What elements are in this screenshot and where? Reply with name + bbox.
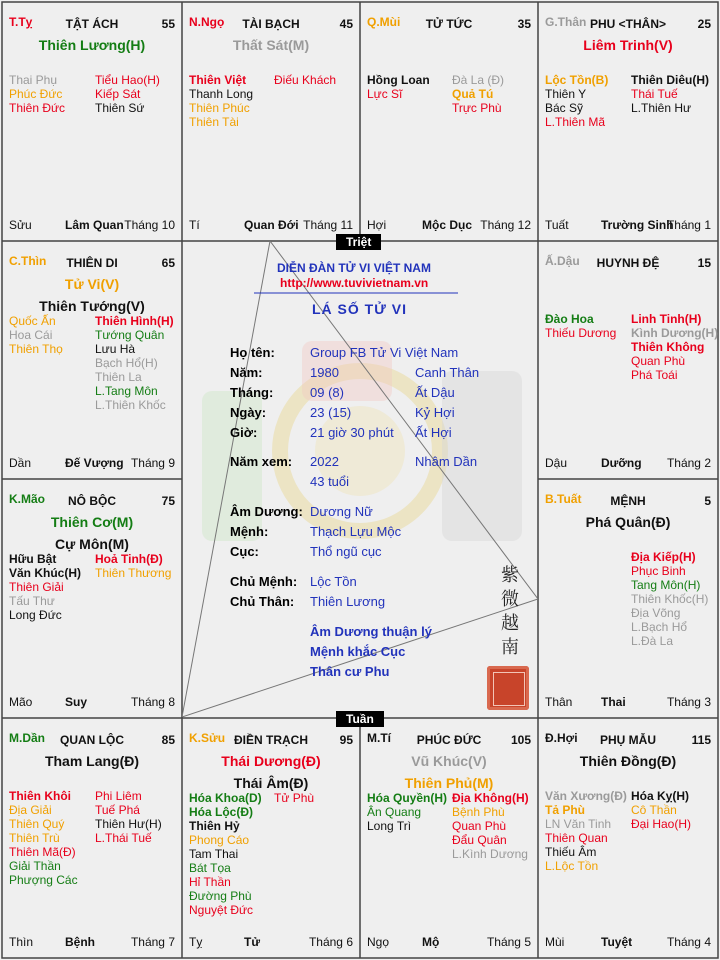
palace-stem-branch: Đ.Hợi (545, 731, 578, 745)
star-item: Phúc Đức (9, 87, 63, 101)
star-item: Thiên Khốc(H) (631, 592, 709, 606)
left-star-list (189, 791, 262, 917)
palace-stage: Mộc Dục (422, 218, 473, 232)
main-star: Cự Môn(M) (55, 536, 129, 552)
seal-stamp-icon (487, 666, 529, 710)
palace-stem-branch: C.Thìn (9, 254, 47, 268)
chart-note: Mệnh khắc Cục (310, 644, 406, 659)
star-item: Bạch Hổ(H) (95, 356, 158, 370)
palace-stage: Bệnh (65, 935, 95, 949)
star-item: Hóa Kỵ(H) (631, 789, 690, 803)
star-item: Lực Sĩ (367, 87, 403, 101)
palace-name: TỬ TỨC (425, 17, 473, 31)
star-item: Bác Sỹ (545, 101, 584, 115)
right-star-list (631, 550, 708, 648)
palace-ngo[interactable] (183, 3, 359, 240)
star-item: Tang Môn(H) (631, 578, 701, 592)
palace-stem-branch: B.Tuất (545, 492, 582, 506)
main-star: Phá Quân(Đ) (585, 514, 671, 530)
palace-age: 105 (510, 733, 531, 747)
star-item: Địa Kiếp(H) (631, 550, 696, 564)
info-value: Dương Nữ (310, 504, 373, 519)
tuan-tag: Tuần (336, 711, 384, 727)
info-canchi: Kỷ Hợi (415, 405, 455, 420)
palace-ty[interactable] (3, 3, 181, 240)
star-item: Thiên La (95, 370, 142, 384)
palace-month: Tháng 1 (666, 218, 711, 232)
triet-tag: Triệt (336, 234, 381, 250)
star-item: Thiếu Dương (545, 326, 617, 340)
palace-name: ĐIỀN TRẠCH (234, 733, 308, 747)
info-value: 1980 (310, 365, 339, 380)
info-label: Chủ Mệnh: (230, 574, 298, 589)
star-item: Đà La (Đ) (452, 73, 505, 87)
star-item: Quốc Ấn (9, 314, 56, 328)
star-item: Lưu Hà (95, 342, 136, 356)
star-item: Hữu Bật (9, 552, 57, 566)
palace-branch: Tuất (545, 218, 569, 232)
star-item: Thiên Hỷ (189, 819, 240, 833)
star-item: Đào Hoa (545, 312, 594, 326)
star-item: Hoa Cái (9, 328, 53, 342)
star-item: Quan Phù (631, 354, 686, 368)
info-label: Giờ: (230, 425, 258, 440)
main-star: Tham Lang(Đ) (44, 753, 140, 769)
palace-stage: Lâm Quan (65, 218, 124, 232)
right-star-list (95, 552, 171, 580)
palace-name: MỆNH (610, 494, 646, 508)
star-item: Thiên Diêu(H) (631, 73, 709, 87)
palace-branch: Dần (9, 456, 32, 470)
star-item: Địa Võng (631, 606, 681, 620)
star-item: Ân Quang (367, 805, 422, 819)
palace-stage: Mộ (422, 935, 440, 949)
star-item: Thiên Việt (189, 73, 247, 87)
star-item: Kình Dương(H) (631, 326, 719, 340)
palace-stem-branch: G.Thân (545, 15, 587, 29)
palace-branch: Ngọ (367, 935, 390, 949)
seal-char: 微 (501, 589, 519, 610)
palace-age: 25 (697, 17, 711, 31)
seal-vertical-text (498, 564, 522, 660)
star-item: Tuế Phá (95, 803, 140, 817)
star-item: Thiên Quý (9, 817, 65, 831)
star-item: Phượng Các (9, 873, 78, 887)
info-value: Thạch Lựu Mộc (310, 524, 402, 539)
palace-month: Tháng 4 (666, 935, 711, 949)
palace-stage: Quan Đới (244, 218, 299, 232)
left-star-list (545, 312, 616, 340)
star-item: Thiên Tài (189, 115, 239, 129)
star-item: Thiên Giải (9, 580, 64, 594)
center-info-panel (182, 241, 538, 717)
palace-stem-branch: N.Ngọ (189, 15, 225, 29)
star-item: Đẩu Quân (452, 833, 507, 847)
right-star-list (95, 789, 162, 845)
star-item: Phi Liêm (95, 789, 142, 803)
star-item: Cô Thần (631, 803, 677, 817)
palace-name: TẬT ÁCH (65, 17, 119, 31)
right-star-list (274, 791, 314, 805)
left-star-list (367, 791, 447, 833)
namxem-canchi: Nhâm Dần (415, 454, 478, 469)
star-item: Phong Cáo (189, 833, 250, 847)
seal-char: 南 (501, 637, 519, 658)
star-item: Thiên Hình(H) (95, 314, 174, 328)
star-item: Điếu Khách (274, 73, 337, 87)
palace-name: QUAN LỘC (60, 733, 124, 747)
chart-title: LÁ SỐ TỬ VI (312, 301, 407, 317)
main-star: Thái Âm(Đ) (233, 775, 309, 791)
star-item: L.Kình Dương (452, 847, 528, 861)
palace-month: Tháng 2 (666, 456, 711, 470)
main-star: Thái Dương(Đ) (221, 753, 321, 769)
star-item: Đường Phù (189, 889, 252, 903)
info-label: Họ tên: (230, 345, 275, 360)
right-star-list (631, 789, 691, 831)
palace-mao[interactable] (3, 480, 181, 717)
palace-name: PHỤ MẪU (600, 733, 656, 747)
star-item: Tiểu Hao(H) (95, 73, 160, 87)
forum-url[interactable]: http://www.tuvivietnam.vn (280, 276, 429, 290)
star-item: Bát Tọa (189, 861, 231, 875)
palace-month: Tháng 9 (130, 456, 175, 470)
star-item: L.Thiên Mã (545, 115, 606, 129)
info-label: Cục: (230, 544, 259, 559)
star-item: L.Lộc Tồn (545, 859, 599, 873)
palace-stem-branch: Ấ.Dậu (545, 254, 580, 268)
info-value: Thổ ngũ cục (310, 544, 382, 559)
palace-stem-branch: T.Tỵ (9, 15, 33, 29)
star-item: Tấu Thư (9, 594, 55, 608)
palace-month: Tháng 8 (130, 695, 175, 709)
palace-branch: Mùi (545, 935, 565, 949)
star-item: Hỉ Thần (189, 875, 231, 889)
star-item: Quả Tú (452, 87, 494, 101)
palace-branch: Sửu (9, 218, 32, 232)
palace-name: PHU <THÂN> (589, 17, 666, 31)
left-star-list (189, 73, 253, 129)
right-star-list (452, 73, 504, 115)
left-star-list (9, 73, 65, 115)
star-item: Thiên Thọ (9, 342, 63, 356)
info-canchi: Ất Hợi (415, 425, 452, 440)
palace-age: 15 (697, 256, 711, 270)
palace-month: Tháng 5 (486, 935, 531, 949)
palace-suu[interactable] (183, 719, 359, 957)
star-item: L.Thái Tuế (95, 831, 152, 845)
star-item: Địa Không(H) (452, 791, 529, 805)
palace-tuat[interactable] (539, 480, 717, 717)
star-item: Phục Binh (631, 564, 686, 578)
info-label: Tháng: (230, 385, 274, 400)
palace-stem-branch: Q.Mùi (367, 15, 401, 29)
right-star-list (631, 73, 709, 115)
palace-branch: Tỵ (189, 935, 203, 949)
info-value: Thiên Lương (310, 594, 386, 609)
star-item: Lộc Tồn(B) (545, 73, 609, 87)
left-star-list (367, 73, 430, 101)
palace-name: HUYNH ĐỆ (596, 256, 660, 270)
star-item: Tướng Quân (95, 328, 165, 342)
palace-branch: Tí (189, 218, 200, 232)
palace-name: TÀI BẠCH (242, 17, 300, 31)
palace-thin[interactable] (3, 242, 181, 478)
palace-branch: Dậu (545, 456, 568, 470)
star-item: L.Thiên Hư (631, 101, 692, 115)
seal-char: 紫 (501, 565, 519, 586)
main-star: Thiên Cơ(M) (50, 514, 134, 530)
palace-age: 5 (704, 494, 711, 508)
palace-age: 95 (339, 733, 353, 747)
star-item: Quan Phù (452, 819, 507, 833)
star-item: Đại Hao(H) (631, 817, 692, 831)
namxem-age: 43 tuổi (310, 474, 350, 489)
palace-branch: Thân (545, 695, 573, 709)
right-star-list (631, 312, 718, 382)
palace-name: THIÊN DI (66, 256, 118, 270)
palace-age: 45 (339, 17, 353, 31)
left-star-list (9, 552, 81, 622)
main-star: Liêm Trinh(V) (583, 37, 673, 53)
palace-stem-branch: K.Sửu (189, 731, 226, 745)
palace-month: Tháng 11 (303, 218, 353, 232)
chart-note: Thân cư Phu (310, 664, 390, 679)
palace-month: Tháng 3 (666, 695, 711, 709)
star-item: Hoả Tinh(Đ) (95, 552, 163, 566)
star-item: Thiên Thương (95, 566, 172, 580)
main-star: Thiên Tướng(V) (39, 298, 145, 314)
star-item: Hồng Loan (367, 73, 430, 87)
star-item: Thiên Không (631, 340, 705, 354)
palace-stem-branch: M.Dần (9, 731, 45, 745)
star-item: Thiên Hư(H) (95, 817, 162, 831)
star-item: Tử Phù (274, 791, 315, 805)
info-value: 09 (8) (310, 385, 344, 400)
palace-stage: Dưỡng (601, 456, 642, 470)
palace-hoi[interactable] (539, 719, 717, 957)
chart-note: Âm Dương thuận lý (310, 624, 432, 639)
star-item: Thiếu Âm (545, 845, 597, 859)
info-value: Group FB Tử Vi Việt Nam (310, 345, 459, 360)
palace-stage: Tử (244, 935, 261, 949)
star-item: Hóa Quyền(H) (367, 791, 448, 805)
palace-name: PHÚC ĐỨC (416, 733, 482, 747)
star-item: LN Văn Tinh (545, 817, 612, 831)
main-star: Thất Sát(M) (232, 37, 310, 53)
info-canchi: Ất Dậu (415, 385, 455, 400)
info-label: Âm Dương: (230, 504, 303, 519)
palace-branch: Hợi (367, 218, 387, 232)
star-item: Văn Xương(Đ) (545, 789, 627, 803)
palace-age: 55 (161, 17, 175, 31)
palace-stage: Trường Sinh (601, 218, 674, 232)
star-item: Thai Phụ (9, 73, 58, 87)
star-item: Tam Thai (189, 847, 239, 861)
left-star-list (9, 789, 78, 887)
palace-stem-branch: K.Mão (9, 492, 45, 506)
star-item: Hóa Lộc(Đ) (189, 805, 253, 819)
star-item: Long Đức (9, 608, 62, 622)
palace-age: 115 (691, 733, 711, 747)
main-star: Thiên Lương(H) (38, 37, 146, 53)
star-item: Thiên Trù (9, 831, 60, 845)
info-label: Mệnh: (230, 524, 269, 539)
info-value: Lộc Tồn (310, 574, 357, 589)
star-item: L.Bạch Hổ (631, 620, 688, 634)
seal-char: 越 (501, 613, 519, 634)
star-item: Kiếp Sát (95, 87, 141, 101)
star-item: Long Trì (367, 819, 412, 833)
palace-stem-branch: M.Tí (367, 731, 391, 745)
forum-name: DIỄN ĐÀN TỬ VI VIỆT NAM (277, 261, 431, 275)
star-item: Thái Tuế (631, 87, 678, 101)
palace-ti[interactable] (361, 719, 537, 957)
star-item: L.Thiên Khốc (95, 398, 166, 412)
palace-name: NÔ BỘC (68, 494, 116, 508)
main-star: Tử Vi(V) (64, 276, 120, 292)
info-value: 21 giờ 30 phút (310, 425, 394, 440)
star-item: Thiên Quan (545, 831, 608, 845)
palace-age: 65 (161, 256, 175, 270)
star-item: Bệnh Phù (452, 805, 505, 819)
star-item: Thiên Sứ (95, 101, 145, 115)
star-item: Thanh Long (189, 87, 254, 101)
left-star-list (545, 73, 608, 129)
right-star-list (274, 73, 336, 87)
star-item: L.Tang Môn (95, 384, 158, 398)
star-item: Giải Thần (9, 859, 61, 873)
star-item: Hóa Khoa(D) (189, 791, 262, 805)
star-item: Tả Phù (545, 803, 586, 817)
palace-stage: Tuyệt (601, 935, 633, 949)
palace-month: Tháng 10 (124, 218, 175, 232)
star-item: Phá Toái (631, 368, 678, 382)
palace-branch: Mão (9, 695, 33, 709)
right-star-list (95, 73, 160, 115)
palace-dau[interactable] (539, 242, 717, 478)
palace-than[interactable] (539, 3, 717, 240)
palace-stage: Suy (65, 695, 88, 709)
namxem-year: 2022 (310, 454, 339, 469)
palace-age: 85 (161, 733, 175, 747)
right-star-list (452, 791, 529, 861)
palace-month: Tháng 12 (480, 218, 531, 232)
star-item: Thiên Y (545, 87, 587, 101)
palace-age: 35 (517, 17, 531, 31)
namxem-label: Năm xem: (230, 454, 293, 469)
main-star: Thiên Đồng(Đ) (579, 753, 677, 769)
star-item: Thiên Phúc (189, 101, 250, 115)
info-value: 23 (15) (310, 405, 352, 420)
info-label: Ngày: (230, 405, 267, 420)
palace-dan[interactable] (3, 719, 181, 957)
info-label: Chủ Thân: (230, 594, 295, 609)
palace-mui[interactable] (361, 3, 537, 240)
palace-month: Tháng 7 (130, 935, 175, 949)
star-item: Nguyệt Đức (189, 903, 254, 917)
main-star: Thiên Phủ(M) (404, 775, 494, 791)
star-item: Linh Tinh(H) (631, 312, 702, 326)
left-star-list (9, 314, 63, 356)
star-item: Địa Giải (9, 803, 52, 817)
palace-branch: Thìn (9, 935, 34, 949)
left-star-list (545, 789, 627, 873)
palace-stage: Thai (601, 695, 626, 709)
info-canchi: Canh Thân (415, 365, 480, 380)
star-item: Trực Phù (452, 101, 502, 115)
star-item: Văn Khúc(H) (9, 566, 81, 580)
palace-age: 75 (161, 494, 175, 508)
right-star-list (95, 314, 174, 412)
palace-stage: Đế Vượng (65, 456, 124, 470)
info-label: Năm: (230, 365, 263, 380)
star-item: Thiên Mã(Đ) (9, 845, 76, 859)
star-item: Thiên Đức (9, 101, 66, 115)
palace-month: Tháng 6 (308, 935, 353, 949)
main-star: Vũ Khúc(V) (411, 753, 487, 769)
star-item: L.Đà La (631, 634, 674, 648)
star-item: Thiên Khôi (9, 789, 71, 803)
